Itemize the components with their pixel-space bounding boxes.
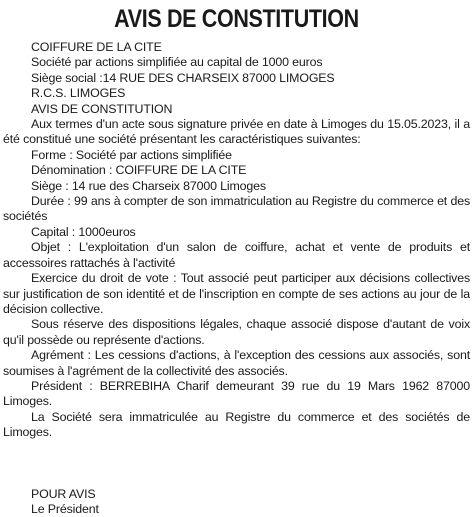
field-objet: Objet : L'exploitation d'un salon de coiffure, achat et vente de produits et accessoires rattachés à l'activité	[3, 240, 470, 270]
field-president: Président : BERREBIHA Charif demeurant 39 rue du 19 Mars 1962 87000 Limoges.	[3, 378, 470, 409]
field-agrement: Agrément : Les cessions d'actions, à l'exception des cessions aux associés, sont soumises à l'agrément de la collectivité des associés.	[3, 348, 470, 378]
company-rcs: R.C.S. LIMOGES	[31, 86, 126, 101]
field-duree: Durée : 99 ans à compter de son immatriculation au Registre du commerce et des sociétés	[3, 194, 470, 224]
field-denomination: Dénomination : COIFFURE DE LA CITE	[31, 163, 247, 178]
field-forme: Forme : Société par actions simplifiée	[31, 147, 232, 162]
field-reserve: Sous réserve des dispositions légales, chaque associé dispose d'autant de voix qu'il possède ou représente d'actions.	[3, 317, 470, 347]
spacer	[3, 441, 470, 487]
field-vote: Exercice du droit de vote : Tout associé peut participer aux décisions collectives sur justification de son identité et de l'inscription en compte de ses actions au jour de la décision collective.	[3, 271, 470, 316]
notice-subtitle: AVIS DE CONSTITUTION	[31, 101, 173, 116]
company-name: COIFFURE DE LA CITE	[31, 40, 162, 54]
intro-paragraph: Aux termes d'un acte sous signature privée en date à Limoges du 15.05.2023, il a été constitué une société présentant les caractéristiques suivantes:	[3, 117, 470, 147]
field-siege: Siège : 14 rue des Charseix 87000 Limoges	[31, 178, 266, 193]
company-registered-office: Siège social :14 RUE DES CHARSEIX 87000 LIMOGES	[31, 70, 335, 85]
field-capital: Capital : 1000euros	[31, 224, 136, 239]
closing-signatory: Le Président	[31, 501, 99, 516]
company-legal-form: Société par actions simplifiée au capital de 1000 euros	[31, 55, 323, 70]
notice-title: AVIS DE CONSTITUTION	[114, 5, 359, 33]
field-immatriculation: La Société sera immatriculée au Registre du commerce et des sociétés de Limoges.	[3, 409, 470, 440]
notice-body	[3, 40, 470, 517]
closing-pour-avis: POUR AVIS	[31, 486, 96, 501]
